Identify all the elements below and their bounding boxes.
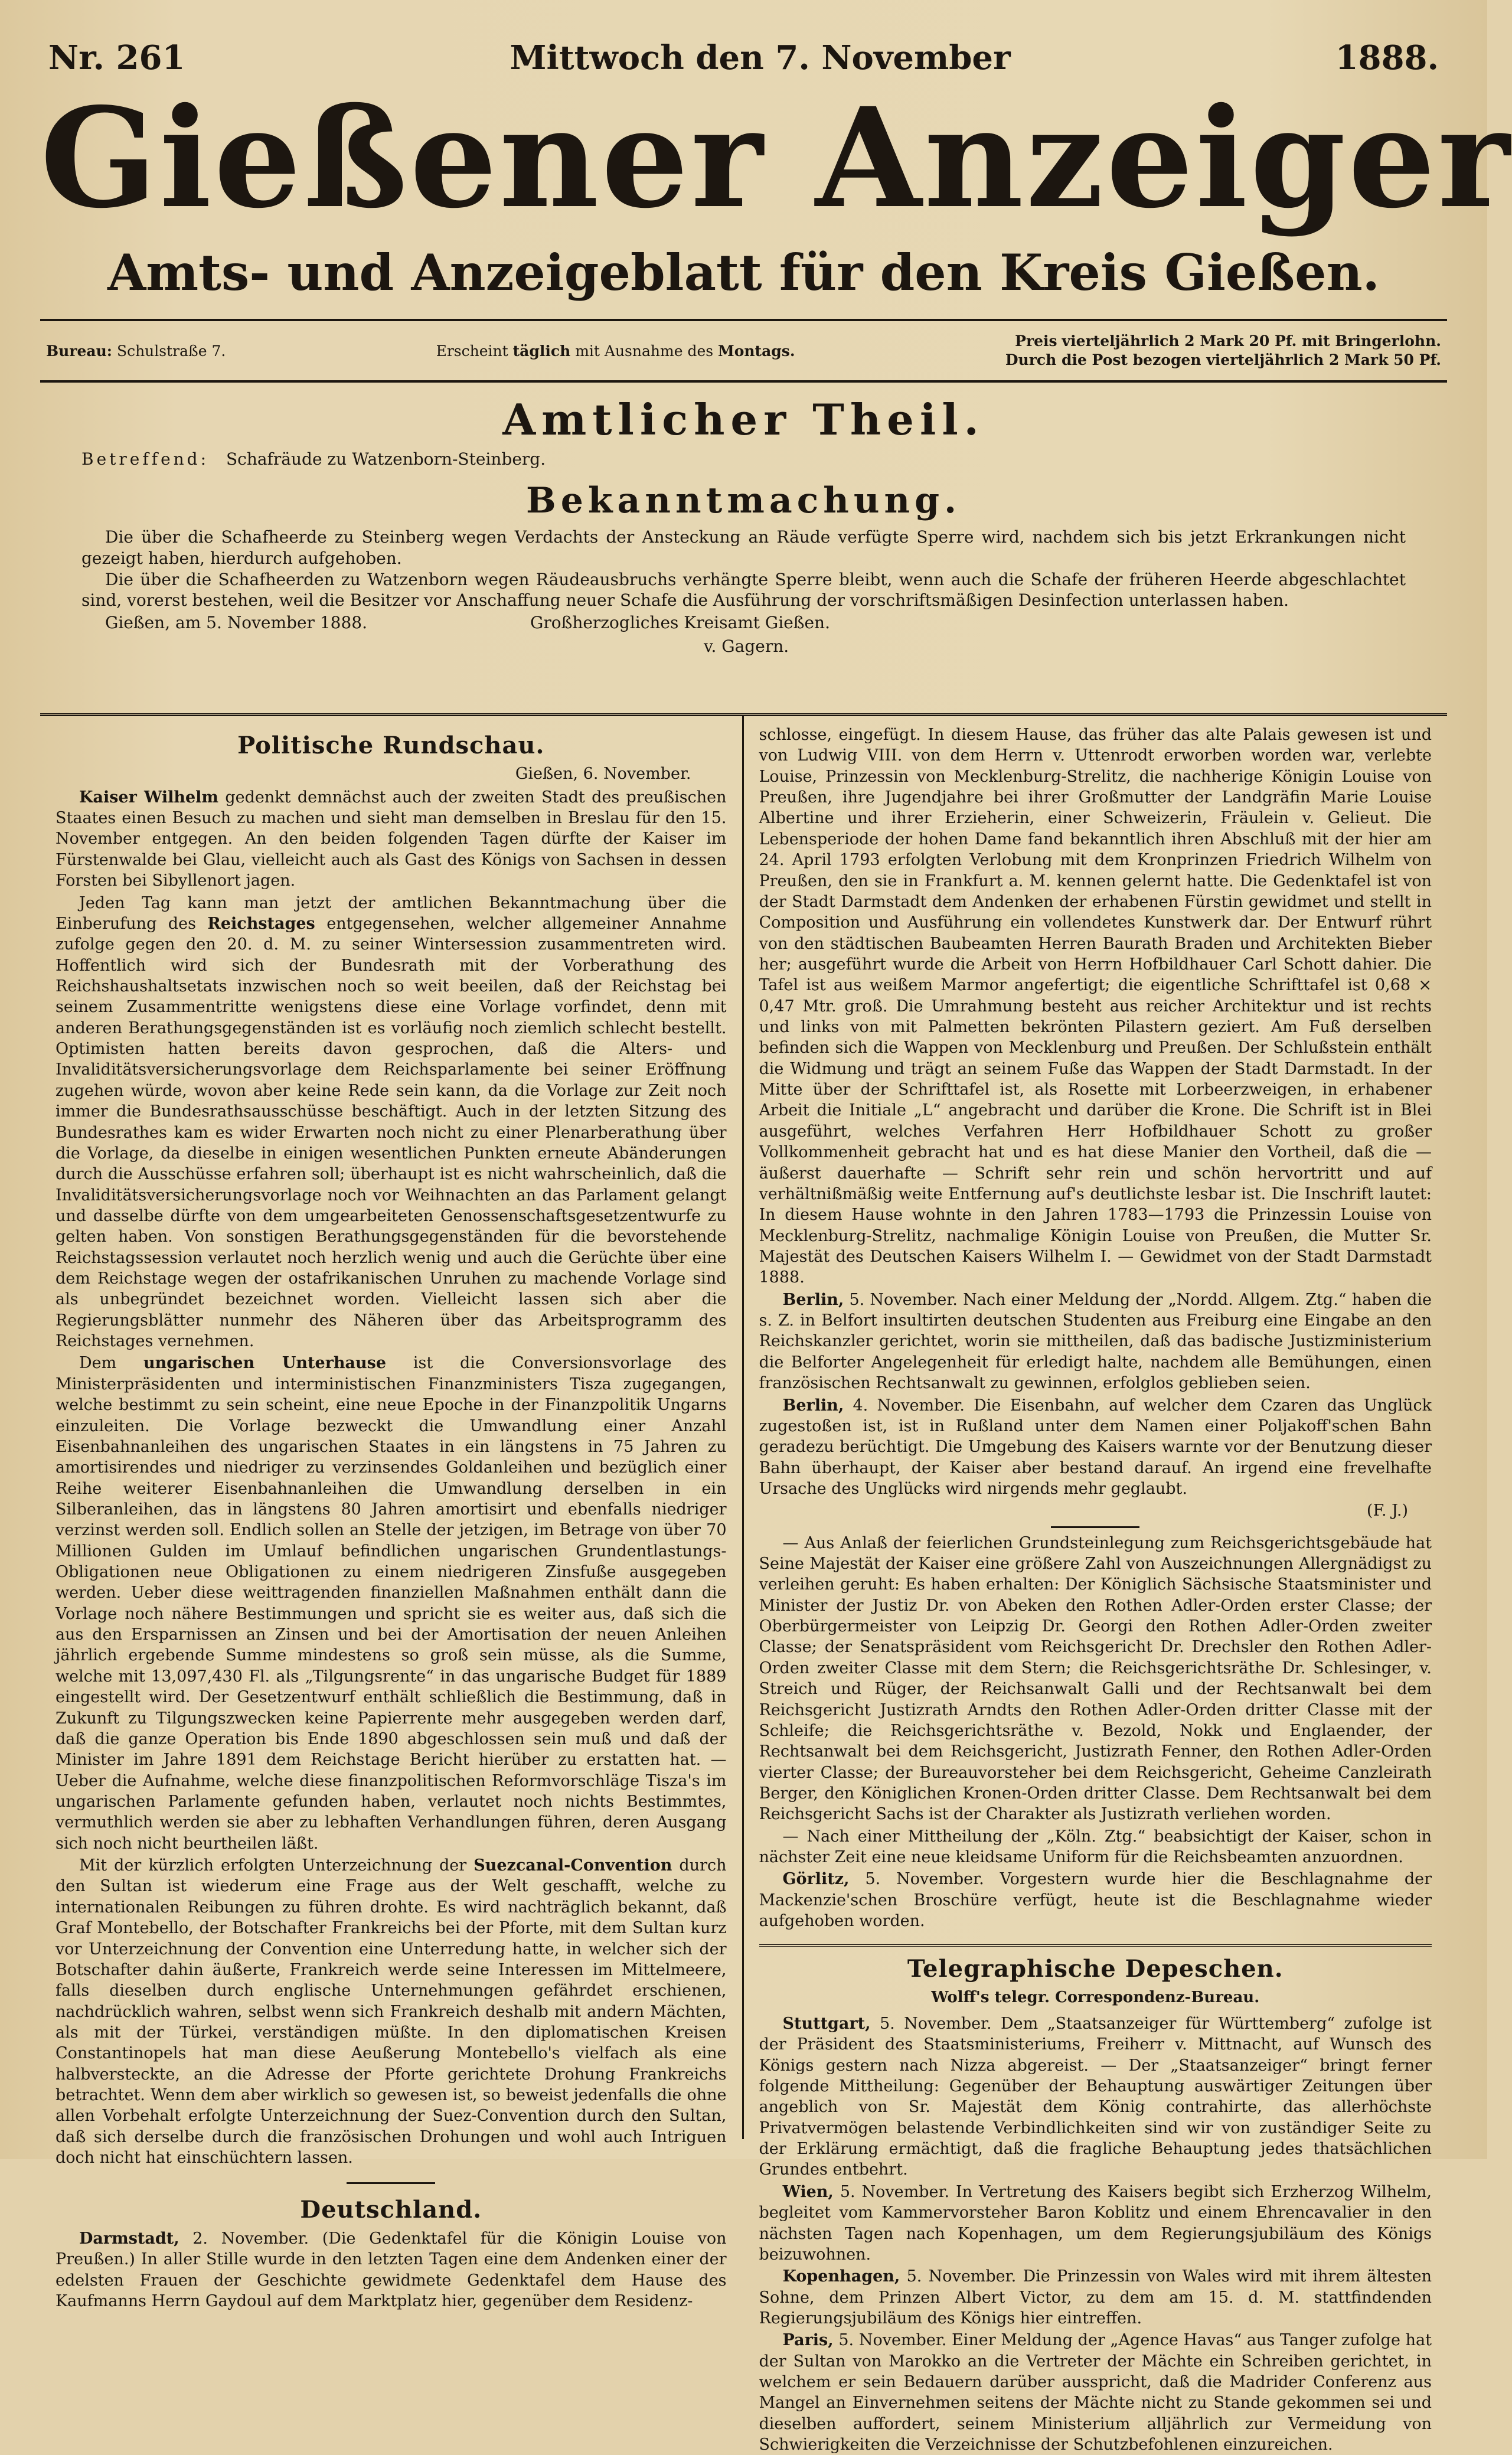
notice-signature-line — [81, 612, 1406, 634]
paragraph-keyword: Stuttgart, — [782, 2014, 871, 2033]
paragraph-text: 5. November. Vorgestern wurde hier die Beschlagnahme der Mackenzie'schen Broschüre verfügt, heute ist die Beschlagnahme wieder aufgehoben worden. — [759, 1870, 1432, 1931]
paragraph-keyword: Berlin, — [782, 1396, 844, 1415]
section-divider — [759, 1944, 1432, 1947]
article-paragraph — [759, 1869, 1432, 1931]
paragraph-keyword: Berlin, — [782, 1290, 844, 1309]
paragraph-text: durch den Sultan ist wiederum eine Frage aus der Welt geschafft, welche zu internationalen Reibungen zu führen drohte. Es wird nachträglich bekannt, daß Graf Montebello, der Botschafter Frankreichs bei der Pforte, mit dem Sultan kurz vor Unterzeichnung der Convention eine Unterredung hatte, in welcher sich der Botschafter dahin äußerte, Frankreich werde seine Interessen im Mittelmeere, falls dieselben durch englische Unternehmungen gefährdet erschienen, nachdrücklich wahren, selbst wenn sich Frankreich deshalb mit andern Mächten, als mit der Türkei, verständigen müßte. In den diplomatischen Kreisen Constantinopels hat man diese Aeußerung Montebello's vielfach als eine halbversteckte, an die Adresse der Pforte gerichtete Drohung Frankreichs betrachtet. Wenn dem aber wirklich so gewesen ist, so beweist jedenfalls die ohne allen Vorbehalt erfolgte Unterzeichnung der Suez-Convention durch den Sultan, daß sich derselbe durch die französischen Drohungen und wohl auch Intriguen doch nicht hat einschüchtern lassen. — [55, 1856, 727, 2167]
paragraph-text: Dem — [79, 1354, 117, 1373]
article-paragraph — [55, 1855, 727, 2168]
paragraph-text: 4. November. Die Eisenbahn, auf welcher dem Czaren das Unglück zugestoßen ist, ist in Rußland unter dem Namen einer Poljakoff'schen Bahn geradezu berüchtigt. Die Umgebung des Kaisers warnte vor der Benutzung dieser Bahn überhaupt, der Kaiser aber bestand darauf. An irgend eine frevelhafte Ursache des Unglücks wird nirgends mehr geglaubt. — [759, 1396, 1432, 1498]
paragraph-keyword: ungarischen Unterhause — [143, 1354, 387, 1373]
article-paragraph — [55, 1353, 727, 1854]
paragraph-keyword: Suezcanal-Convention — [473, 1856, 672, 1875]
paragraph-text: gedenkt demnächst auch der zweiten Stadt des preußischen Staates einen Besuch zu machen und sieht man demselben in Breslau für den 15. November entgegen. An den beiden folgenden Tagen dürfte der Kaiser im Fürstenwalde bei Glau, vielleicht auch als Gast des Königs von Sachsen in dessen Forsten bei Sibyllenort jagen. — [55, 788, 727, 890]
paragraph-keyword: Kaiser Wilhelm — [79, 788, 218, 807]
appears-daily: täglich — [512, 342, 571, 360]
paragraph-text: 5. November. Einer Meldung der „Agence Havas“ aus Tanger zufolge hat der Sultan von Marokko an die Vertreter der Mächte ein Schreiben gerichtet, in welchem er sein Bedauern darüber ausspricht, daß die Madrider Conferenz aus Mangel an Einvernehmen seitens der Mächte nicht zu Stande gekommen sei und dieselben auffordert, seinem Ministerium alljährlich zur Vermeidung von Schwierigkeiten die Verzeichnisse der Schutzbefohlenen einzureichen. — [759, 2331, 1432, 2454]
price-label: Preis — [1015, 332, 1057, 350]
notice-paragraph-1: Die über die Schafheerde zu Steinberg wegen Verdachts der Ansteckung an Räude verfügte Sperre wird, nachdem sich bis jetzt Erkrankungen nicht gezeigt haben, hierdurch aufgehoben. — [81, 527, 1406, 568]
right-column — [744, 716, 1448, 2454]
left-column — [40, 716, 744, 2310]
paragraph-keyword: Paris, — [782, 2331, 834, 2350]
notice-title: Bekanntmachung. — [526, 480, 961, 521]
article-paragraph: schlosse, eingefügt. In diesem Hause, das früher das alte Palais gewesen ist und von Ludwig VIII. von dem Herrn v. Uttenrodt erworben worden war, verlebte Louise, Prinzessin von Mecklenburg-Strelitz, die nachherige Königin Louise von Preußen, ihre Jugendjahre bei ihrer Großmutter der Landgräfin Marie Louise Albertine und ihrer Erzieherin, einer Schweizerin, Fräulein v. Gelieut. Die Lebensperiode der hohen Dame fand bekanntlich ihren Abschluß mit der hier am 24. April 1793 erfolgten Verlobung mit dem Kronprinzen Friedrich Wilhelm von Preußen, den sie in Frankfurt a. M. kennen gelernt hatte. Die Gedenktafel ist von der Stadt Darmstadt dem Andenken der erhabenen Fürstin gewidmet und stellt in Composition und Ausführung ein vollendetes Kunstwerk dar. Der Entwurf rührt von den städtischen Baubeamten Herren Baurath Braden und Architekten Bieber her; ausgeführt wurde die Arbeit von Herrn Hofbildhauer Carl Schott dahier. Die Tafel ist aus weißem Marmor angefertigt; die eigentliche Schrifttafel ist 0,68 × 0,47 Mtr. groß. Die Umrahmung besteht aus reicher Architektur und ist rechts und links von mit Palmetten bekrönten Pilastern geziert. Am Fuß derselben befinden sich die Wappen von Mecklenburg und Preußen. Der Schlußstein enthält die Widmung und trägt an seinem Fuße das Wappen der Stadt Darmstadt. In der Mitte über der Schrifttafel ist, als Rosette mit Lorbeerzweigen, in erhabener Arbeit die Initiale „L“ angebracht und darüber die Krone. Die Schrift ist in Blei ausgeführt, welches Verfahren Herr Hofbildhauer Schott zu großer Vollkommenheit gebracht hat und es hat diese Manier den Vortheil, daß die — äußerst dauerhafte — Schrift sehr rein und schön hervortritt und auf verhältnißmäßig weite Entfernung auf's deutlichste lesbar ist. Die Inschrift lautet: In diesem Hause wohnte in den Jahren 1783—1793 die Prinzessin Louise von Mecklenburg-Strelitz, nachmalige Königin Louise von Preußen, die Mutter Sr. Majestät des Deutschen Kaisers Wilhelm I. — Gewidmet von der Stadt Darmstadt 1888. — [759, 726, 1432, 1287]
price-info — [1005, 332, 1441, 370]
appears-mid: mit Ausnahme des — [575, 342, 714, 360]
paragraph-keyword: Wien, — [782, 2182, 834, 2201]
paragraph-text: 2. November. (Die Gedenktafel für die Königin Louise von Preußen.) In aller Stille wurde in den letzten Tagen eine dem Andenken einer der edelsten Frauen der Geschichte gewidmete Gedenktafel dem Hause des Kaufmanns Herrn Gaydoul auf dem Marktplatz hier, gegenüber dem Residenz- — [55, 2229, 727, 2310]
issue-number: Nr. 261 — [48, 38, 185, 77]
paragraph-keyword: Reichstages — [207, 914, 315, 933]
article-columns — [40, 713, 1447, 2454]
newspaper-subtitle: Amts- und Anzeigeblatt für den Kreis Gießen. — [107, 243, 1380, 302]
appears-day: Montags. — [718, 342, 795, 360]
paragraph-text: 5. November. In Vertretung des Kaisers begibt sich Erzherzog Wilhelm, begleitet vom Kammervorsteher Baron Koblitz und einem Ehrencavalier in den nächsten Tagen nach Kopenhagen, um dem Regierungsjubiläum des Königs beizuwohnen. — [759, 2182, 1432, 2264]
paragraph-text: ist die Conversionsvorlage des Ministerpräsidenten und interministischen Finanzministers Tisza zugegangen, welche bestimmt zu sein scheint, eine neue Epoche in der Finanzpolitik Ungarns einzuleiten. Die Vorlage bezweckt die Umwandlung einer Anzahl Eisenbahnanleihen des ungarischen Staates in ein längstens in 75 Jahren zu amortisirendes und niedriger zu verzinsendes Goldanleihen und bezüglich einer Reihe weiterer Eisenbahnanleihen die Umwandlung derselben in ein Silberanleihen, das in längstens 80 Jahren amortisirt und ebenfalls niedriger verzinst werden soll. Endlich sollen an Stelle der jetzigen, im Betrage von über 70 Millionen Gulden im Umlauf befindlichen ungarischen Grundentlastungs-Obligationen neue Obligationen zu einem niedrigeren Zinsfuße ausgegeben werden. Ueber diese weittragenden finanziellen Maßnahmen enthält dann die Vorlage noch nähere Bestimmungen und spricht sie es weiter aus, daß sich die aus den Ersparnissen an Zinsen und bei der Amortisation der neuen Anleihen jährlich ergebende Summe mindestens so groß sein müsse, als die Summe, welche mit 13,097,430 Fl. als „Tilgungsrente“ in das ungarische Budget für 1889 eingestellt wird. Der Gesetzentwurf enthält schließlich die Bestimmung, daß in Zukunft zu Tilgungszwecken keine Papierrente mehr ausgegeben werden darf, daß die ganze Operation bis Ende 1890 abgeschlossen sein muß und daß der Minister im Jahre 1891 dem Reichstage Bericht hierüber zu erstatten hat. — Ueber die Aufnahme, welche diese finanzpolitischen Reformvorschläge Tisza's im ungarischen Parlamente gefunden haben, verlautet noch nichts Bestimmtes, vermuthlich werden sie aber zu lebhaften Verhandlungen führen, deren Ausgang sich noch nicht beurtheilen läßt. — [55, 1354, 727, 1853]
notice-concern — [81, 449, 1406, 475]
notice-signer: v. Gagern. — [704, 636, 789, 657]
paragraph-text: Mit der kürzlich erfolgten Unterzeichnung der — [79, 1856, 467, 1875]
official-notice — [40, 449, 1447, 657]
paragraph-keyword: Görlitz, — [782, 1870, 850, 1889]
article-source: (F. J.) — [1366, 1501, 1408, 1520]
paragraph-keyword: Kopenhagen, — [782, 2267, 900, 2286]
telegraph-subheading: Wolff's telegr. Correspondenz-Bureau. — [931, 1988, 1260, 2006]
section-divider — [347, 2182, 435, 2184]
newspaper-title: Gießener Anzeiger — [40, 77, 1512, 239]
price-line-2: Durch die Post bezogen vierteljährlich 2 Mark 50 Pf. — [1005, 351, 1441, 368]
concern-label: Betreffend: — [81, 449, 210, 469]
official-section-heading: Amtlicher Theil. — [502, 394, 985, 445]
paragraph-text: Jeden Tag kann man jetzt der amtlichen Bekanntmachung über die Einberufung des — [55, 893, 727, 933]
notice-office: Großherzogliches Kreisamt Gießen. — [530, 613, 830, 633]
section-heading-germany: Deutschland. — [300, 2196, 482, 2224]
article-paragraph — [759, 1289, 1432, 1394]
concern-text: Schafräude zu Watzenborn-Steinberg. — [226, 449, 546, 469]
bureau-label: Bureau: — [46, 342, 112, 360]
issue-year: 1888. — [1335, 38, 1439, 77]
paragraph-text: 5. November. Nach einer Meldung der „Nordd. Allgem. Ztg.“ haben die s. Z. in Belfort insultirten deutschen Studenten aus Freiburg eine Eingabe an den Reichskanzler gerichtet, worin sie mittheilen, daß das badische Justizministerium die Belforter Angelegenheit für erledigt halte, nachdem alle Bemühungen, einen französischen Rechtsanwalt zu gewinnen, erfolglos geblieben seien. — [759, 1290, 1432, 1393]
section-heading-politics: Politische Rundschau. — [237, 732, 545, 759]
publication-info-bar — [40, 319, 1447, 383]
bureau-address: Schulstraße 7. — [116, 342, 226, 360]
section-heading-telegraph: Telegraphische Depeschen. — [907, 1955, 1284, 1983]
notice-place-date: Gießen, am 5. November 1888. — [105, 613, 367, 633]
price-line-1: vierteljährlich 2 Mark 20 Pf. mit Bringerlohn. — [1062, 332, 1441, 350]
paragraph-text: 5. November. Dem „Staatsanzeiger für Württemberg“ zufolge ist der Präsident des Staatsministeriums, Freiherr v. Mittnacht, auf Wunsch des Königs gestern nach Nizza abgereist. — Der „Staatsanzeiger“ bringt ferner folgende Mittheilung: Gegenüber der Behauptung auswärtiger Zeitungen über angeblich von Sr. Majestät dem König contrahirte, das allerhöchste Privatvermögen belastende Verbindlichkeiten sind wir von zuständiger Seite zu der Erklärung ermächtigt, daß die fragliche Behauptung jedes thatsächlichen Grundes entbehrt. — [759, 2014, 1432, 2179]
article-paragraph — [55, 893, 727, 1352]
paragraph-text: entgegensehen, welcher allgemeiner Annahme zufolge gegen den 20. d. M. zu seiner Wintersession zusammentreten wird. Hoffentlich wird sich der Bundesrath mit der Vorberathung des Reichshaushaltsetats inzwischen noch so weit beeilen, daß der Reichstag bei seinem Zusammentritte wenigstens diese eine Vorlage vorfindet, denn mit anderen Berathungsgegenständen ist es vorläufig noch ziemlich schlecht bestellt. Optimisten hatten bereits davon gesprochen, daß die Alters- und Invaliditätsversicherungsvorlage dem Reichsparlamente bei seiner Eröffnung zugehen würde, wovon aber keine Rede sein kann, da die Vorlage zur Zeit noch immer die Bundesrathsausschüsse beschäftigt. Auch in der letzten Sitzung des Bundesrathes kam es wider Erwarten noch nicht zu einer Plenarberathung über die Vorlage, da dieselbe in einigen wesentlichen Punkten erneute Abänderungen durch die Ausschüsse erfahren soll; überhaupt ist es nicht wahrscheinlich, daß die Invaliditätsversicherungsvorlage noch vor Weihnachten an das Parlament gelangt und dasselbe dürfte von dem umgearbeiteten Genossenschaftsgesetzentwurfe zu gelten haben. Von sonstigen Berathungsgegenständen für die bevorstehende Reichstagssession verlautet noch herzlich wenig und auch die Gerüchte über eine dem Reichstage wegen der ostafrikanischen Unruhen zu machende Vorlage sind als unbegründet bezeichnet worden. Vielleicht lassen sich aber die Regierungsblätter nunmehr des Näheren über das Arbeitsprogramm des Reichstages vernehmen. — [55, 914, 727, 1351]
article-paragraph: — Aus Anlaß der feierlichen Grundsteinlegung zum Reichsgerichtsgebäude hat Seine Majestät der Kaiser eine größere Zahl von Auszeichnungen Allergnädigst zu verleihen geruht: Es haben erhalten: Der Königlich Sächsische Staatsminister und Minister der Justiz Dr. von Abeken den Rothen Adler-Orden erster Classe; der Oberbürgermeister von Leipzig Dr. Georgi den Rothen Adler-Orden zweiter Classe; der Senatspräsident vom Reichsgericht Dr. Drechsler den Rothen Adler-Orden zweiter Classe mit dem Stern; die Reichsgerichtsräthe Dr. Schlesinger, v. Streich und Rüger, der Reichsanwalt Galli und der Rechtsanwalt bei dem Reichsgericht Justizrath Arndts den Rothen Adler-Orden dritter Classe mit der Schleife; die Reichsgerichtsräthe v. Bezold, Nokk und Englaender, der Rechtsanwalt bei dem Reichsgericht, Justizrath Fenner, den Rothen Adler-Orden vierter Classe; der Bureauvorsteher bei dem Reichsgericht, Geheime Canzleirath Berger, den Königlichen Kronen-Orden dritter Classe. Dem Rechtsanwalt bei dem Reichsgericht Sachs ist der Charakter als Justizrath verliehen worden. — [759, 1533, 1432, 1824]
article-paragraph — [759, 2013, 1432, 2180]
appearance-info — [436, 342, 795, 360]
notice-paragraph-2: Die über die Schafheerden zu Watzenborn wegen Räudeausbruchs verhängte Sperre bleibt, wenn auch die Schafe der früheren Heerde abgeschlachtet sind, vorerst bestehen, weil die Besitzer vor Anschaffung neuer Schafe die Ausführung der vorschriftsmäßigen Desinfection unterlassen haben. — [81, 569, 1406, 611]
paragraph-keyword: Darmstadt, — [79, 2229, 179, 2248]
paragraph-text: 5. November. Die Prinzessin von Wales wird mit ihrem ältesten Sohne, dem Prinzen Albert Victor, zu dem am 15. d. M. stattfindenden Regierungsjubiläum des Königs hier eintreffen. — [759, 2267, 1432, 2327]
issue-date: Mittwoch den 7. November — [510, 38, 1011, 77]
appears-prefix: Erscheint — [436, 342, 508, 360]
article-paragraph — [55, 2228, 727, 2312]
article-paragraph — [55, 787, 727, 892]
politics-dateline: Gießen, 6. November. — [515, 765, 691, 783]
article-paragraph — [759, 1395, 1432, 1500]
article-paragraph: — Nach einer Mittheilung der „Köln. Ztg.“ beabsichtigt der Kaiser, schon in nächster Zeit eine neue kleidsame Uniform für die Reichsbeamten anzuordnen. — [759, 1827, 1432, 1867]
article-paragraph — [759, 2330, 1432, 2455]
section-divider — [1051, 1526, 1139, 1528]
article-paragraph — [759, 2266, 1432, 2329]
article-paragraph — [759, 2182, 1432, 2265]
bureau-info — [46, 342, 226, 360]
